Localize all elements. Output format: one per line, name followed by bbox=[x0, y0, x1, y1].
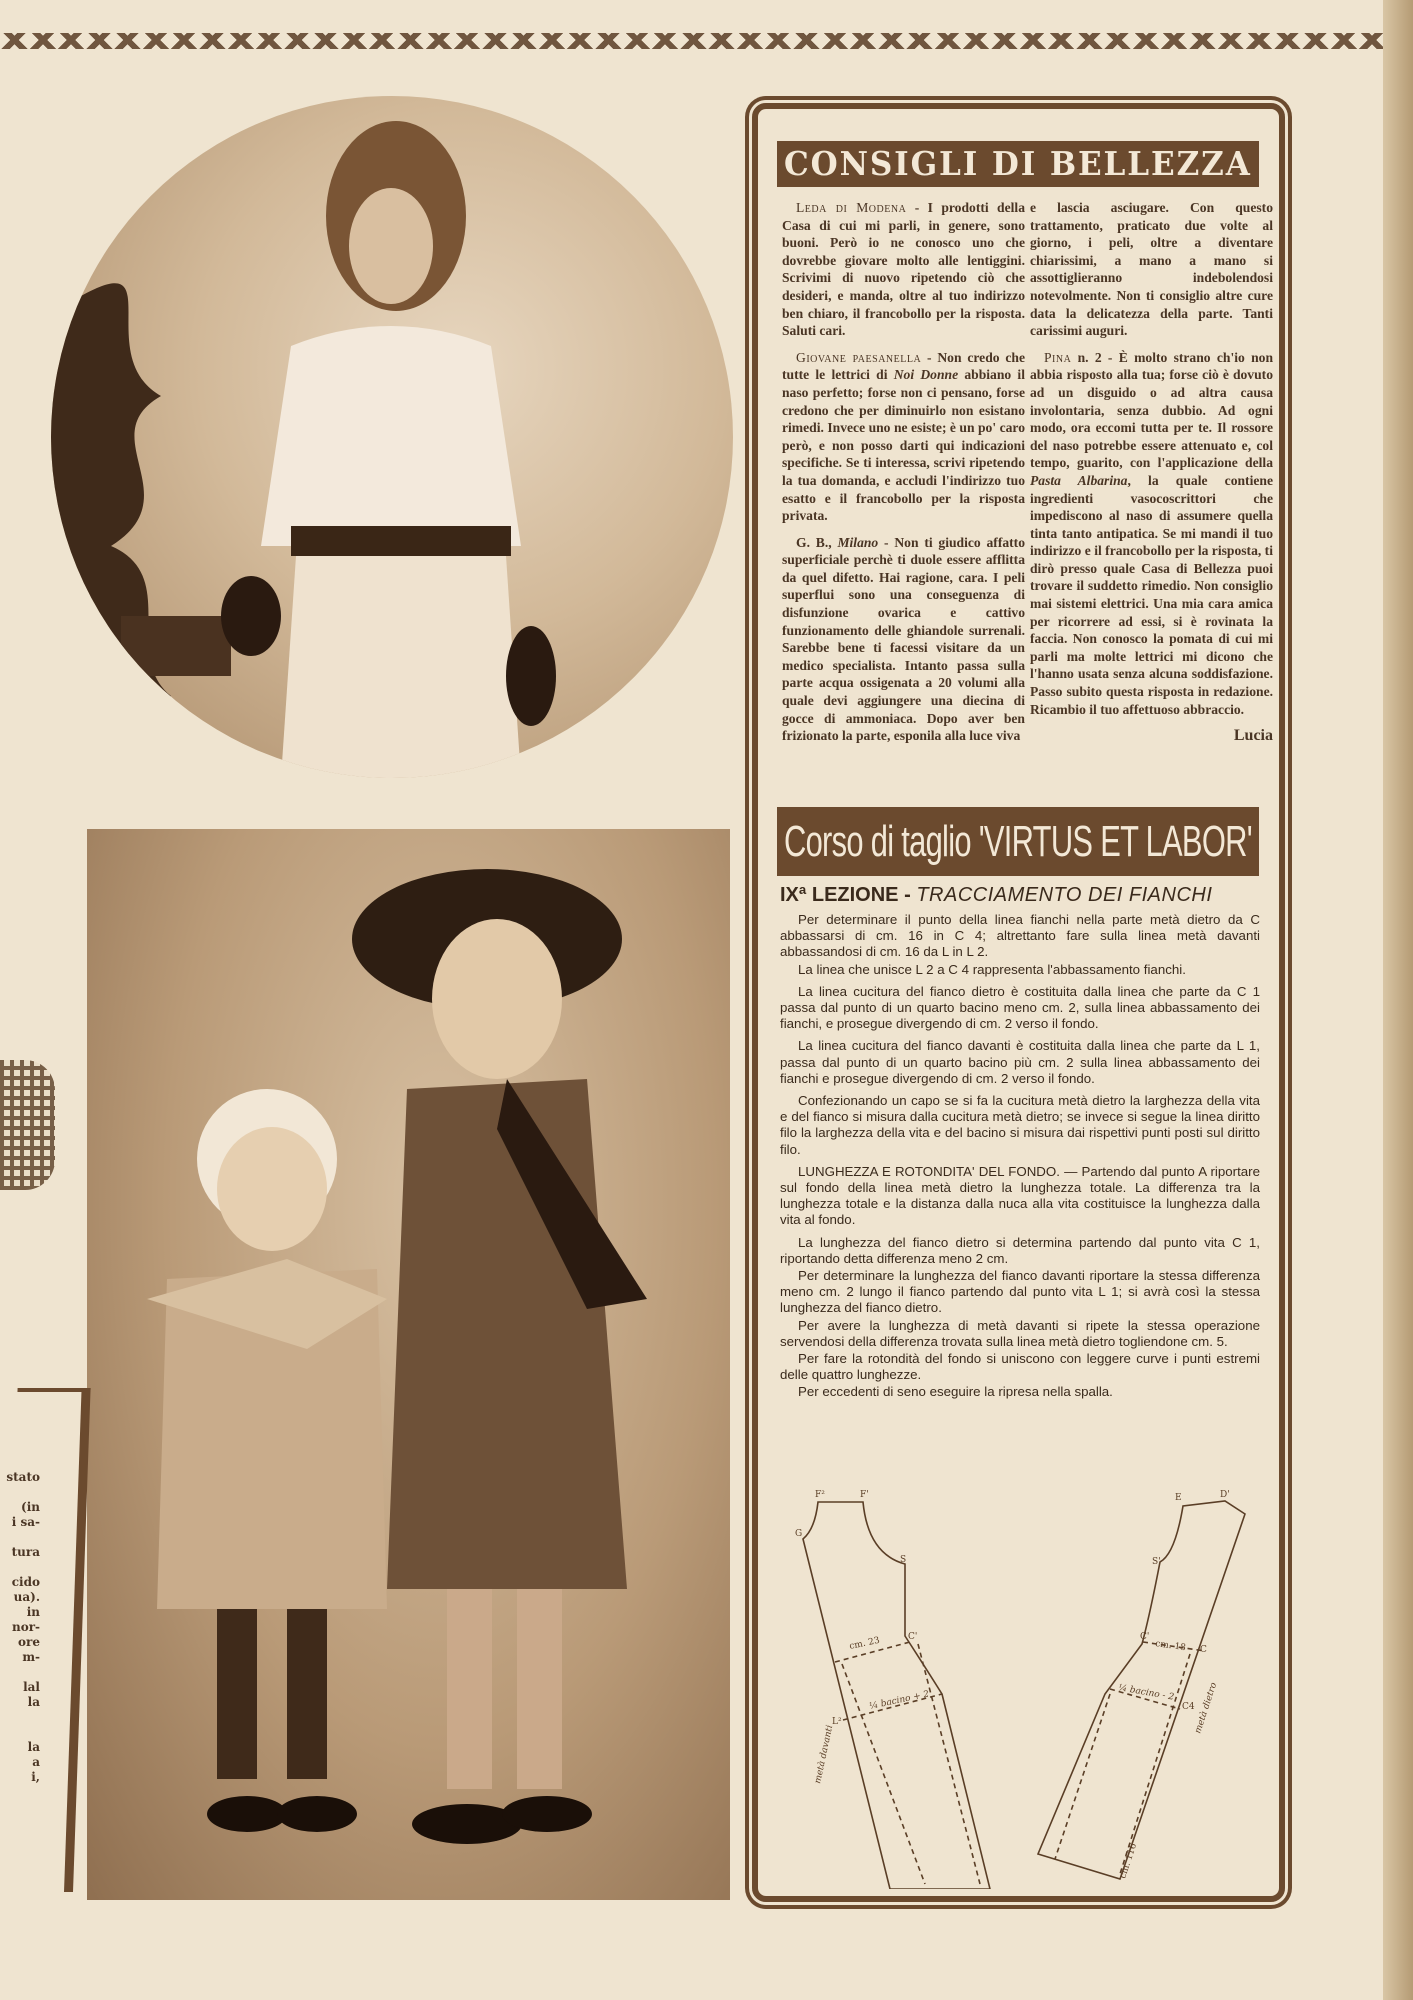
fragment-line: la bbox=[27, 1740, 40, 1754]
label-d1: D' bbox=[1220, 1490, 1230, 1500]
letter: Pina n. 2 - È molto strano ch'io non abbia risposto alla tua; forse ciò è dovuto ad un disguido o ad altra causa involontaria, senza dubbio. Ad ogni modo, ora eccomi tutta per te. Il rossore del naso potrebbe essere attenuato e, col tempo, guarito, con l'applicazione della Pasta Albarina, la quale contiene ingredienti vasocoscrittori che impediscono al naso di assumere quella tinta tanto antipatica. Se mi mandi il tuo indirizzo e il francobollo per la risposta, ti dirò presso quale Casa di Bellezza puoi trovare il suddetto rimedio. Non consiglio mai sistemi elettrici. Una mia cara amica per ricorrere ad essi, si è rovinata la faccia. Non conosco la pomata di cui mi parli ma molte lettrici mi dicono che l'hanno usata senza alcuna soddisfazione. Passo subito questa risposta in redazione. Ricambio il tuo affettuoso abbraccio. bbox=[1030, 349, 1273, 717]
label-f1: F' bbox=[860, 1490, 869, 1500]
fragment-line: i, bbox=[31, 1770, 40, 1784]
label-s: S bbox=[900, 1555, 907, 1565]
lesson-paragraph: LUNGHEZZA E ROTONDITA' DEL FONDO. — Partendo dal punto A riportare sul fondo della linea metà dietro la lunghezza totale. La differenza tra la lunghezza totale e la distanza dalla nuca alla vita costituisce la lunghezza dalla vita al fondo. bbox=[780, 1163, 1260, 1228]
fragment-line: i sa- bbox=[11, 1515, 40, 1529]
letter: G. B., Milano - Non ti giudico affatto superficiale perchè ti duole essere afflitta da quel difetto. Hai ragione, cara. I peli superflui sono una conseguenza di disfunzione ovarica e cattivo funzionamento delle ghiandole surrenali. Sarebbe bene ti facessi visitare da un medico specialista. Intanto passa sulla parte acqua ossigenata a 20 volumi alla quale devi aggiungere una diecina di gocce di ammoniaca. Dopo aver ben frizionato la parte, esponila alla luce viva bbox=[782, 534, 1026, 744]
label-s1: S' bbox=[1152, 1557, 1161, 1567]
label-back-hip: ¼ bacino - 2 bbox=[1117, 1683, 1175, 1703]
fragment-line: m- bbox=[22, 1650, 40, 1664]
fragment-line: nor- bbox=[11, 1620, 40, 1634]
lesson-paragraph: Confezionando un capo se si fa la cucitura metà dietro la larghezza della vita e del fianco si misura dalla cucitura metà dietro; se invece si segue la linea diritto filo la larghezza della vita e del bacino si misura dai rispettivi punti posti sul diritto filo. bbox=[780, 1093, 1260, 1157]
adjacent-article-text bbox=[0, 1470, 40, 1785]
fragment-line: tura bbox=[11, 1545, 40, 1559]
pattern-diagram bbox=[780, 1484, 1270, 1889]
letter: Giovane paesanella - Non credo che tutte le lettrici di Noi Donne abbiano il naso perfetto; forse non ci pensano, forse credono che per diminuirlo non esistano rimedi. Invece uno ne esiste; è un po' caro però, e non posso darti qui indicazioni specifiche. Se ti interessa, scrivi ripetendo la tua domanda, e accludi l'indirizzo tuo esatto e il francobollo per la risposta privata. bbox=[782, 349, 1025, 524]
fragment-line bbox=[0, 1530, 40, 1545]
label-bottom: cm. 116 bbox=[1118, 1842, 1140, 1880]
label-c4: C4 bbox=[1182, 1702, 1195, 1712]
plaid-fabric-fragment bbox=[0, 1060, 55, 1190]
letter-continuation: e lascia asciugare. Con questo trattamento, praticato due volte al giorno, i peli, oltre a diventare chiarissimi, a mano a mano si assottiglieranno indebolendosi notevolmente. Non ti consiglio altre cure data la delicatezza della parte. Tanti carissimi auguri. bbox=[1030, 200, 1273, 339]
letter: Leda di Modena - I prodotti della Casa di cui mi parli, in genere, sono buoni. Però io ne conosco uno che dovrebbe giovare molto alle lentiggini. Scrivimi di nuovo ripetendo ciò che desideri, e manda, oltre al tuo indirizzo ben chiaro, il francobollo per la risposta. Saluti cari. bbox=[782, 200, 1025, 339]
course-title-bar bbox=[777, 807, 1259, 876]
label-side-front: metà davanti bbox=[813, 1724, 836, 1785]
lesson-heading: IXª LEZIONE - TRACCIAMENTO DEI FIANCHI bbox=[780, 884, 1213, 906]
fragment-line: stato bbox=[6, 1470, 40, 1484]
fragment-line: in bbox=[26, 1605, 40, 1619]
signature: Lucia bbox=[1233, 727, 1273, 745]
fragment-line bbox=[0, 1665, 40, 1680]
beauty-column-title: CONSIGLI DI BELLEZZA bbox=[784, 144, 1252, 183]
fragment-line bbox=[0, 1725, 40, 1740]
lesson-paragraph: Per determinare il punto della linea fianchi nella parte metà dietro da C abbassarsi di cm. 16 in C 4; altrettanto fare sulla linea metà davanti abbassandosi di cm. 16 da L in L 2. bbox=[780, 912, 1260, 960]
lesson-paragraph: Per fare la rotondità del fondo si uniscono con leggere curve i punti estremi delle quattro lunghezze. bbox=[780, 1351, 1260, 1383]
fragment-line: ore bbox=[18, 1635, 40, 1649]
fragment-line: a bbox=[32, 1755, 40, 1769]
course-title: Corso di taglio 'VIRTUS ET LABOR' bbox=[784, 817, 1252, 866]
label-e: E bbox=[1175, 1493, 1182, 1503]
lesson-paragraph: Per avere la lunghezza di metà davanti si ripete la stessa operazione servendosi della differenza trovata sulla linea metà dietro togliendone cm. 5. bbox=[780, 1317, 1260, 1349]
lesson-paragraph: La lunghezza del fianco dietro si determina partendo dal punto vita C 1, riportando detta differenza meno 2 cm. bbox=[780, 1234, 1260, 1266]
fragment-line: lal bbox=[23, 1680, 40, 1694]
lesson-paragraph: La linea che unisce L 2 a C 4 rappresenta l'abbassamento fianchi. bbox=[798, 961, 1186, 977]
lesson-paragraph: Per determinare la lunghezza del fianco davanti riportare la stessa differenza meno cm. 2 lungo il fianco partendo dal punto vita L 1; si avrà così la stessa lunghezza del fianco dietro. bbox=[780, 1268, 1260, 1316]
fragment-line bbox=[0, 1560, 40, 1575]
fragment-line: ua). bbox=[13, 1590, 40, 1604]
label-back-c1: C' bbox=[1140, 1632, 1150, 1642]
label-c1: C' bbox=[908, 1632, 918, 1642]
page-edge bbox=[1383, 0, 1413, 2000]
lesson-text bbox=[780, 912, 1260, 1402]
beauty-column-right bbox=[1030, 199, 1273, 745]
lesson-paragraph: Per eccedenti di seno eseguire la ripresa nella spalla. bbox=[798, 1384, 1113, 1400]
fragment-line: (in bbox=[21, 1500, 40, 1514]
children-photo bbox=[87, 829, 730, 1900]
lesson-paragraph: La linea cucitura del fianco dietro è costituita dalla linea che parte da C 1 passa dal punto di un quarto bacino meno cm. 2, sulla linea abbassamento dei fianchi, e prosegue divergendo di cm. 2 verso il fondo. bbox=[780, 983, 1260, 1032]
label-g: G bbox=[795, 1529, 803, 1539]
fragment-line bbox=[0, 1485, 40, 1500]
label-f2: F² bbox=[815, 1490, 825, 1500]
fragment-line: cido bbox=[11, 1575, 40, 1589]
fragment-line bbox=[0, 1710, 40, 1725]
label-c: C bbox=[1200, 1645, 1207, 1655]
beauty-column-left bbox=[782, 199, 1025, 754]
portrait-photo bbox=[51, 96, 733, 778]
fragment-line: la bbox=[27, 1695, 40, 1709]
label-back-waist: cm. 18 bbox=[1154, 1639, 1187, 1654]
label-side-back: metà dietro bbox=[1193, 1681, 1220, 1735]
beauty-column-title-bar bbox=[777, 141, 1259, 187]
label-hip: ¼ bacino + 2 bbox=[868, 1689, 931, 1712]
label-l2: L² bbox=[832, 1717, 842, 1727]
label-waist: cm. 23 bbox=[848, 1635, 881, 1652]
lesson-paragraph: La linea cucitura del fianco davanti è costituita dalla linea che parte da L 1, passa dal punto di un quarto bacino più cm. 2 sulla linea abbassamento dei fianchi e prosegue divergendo di cm. 2 verso il fondo. bbox=[780, 1038, 1260, 1086]
